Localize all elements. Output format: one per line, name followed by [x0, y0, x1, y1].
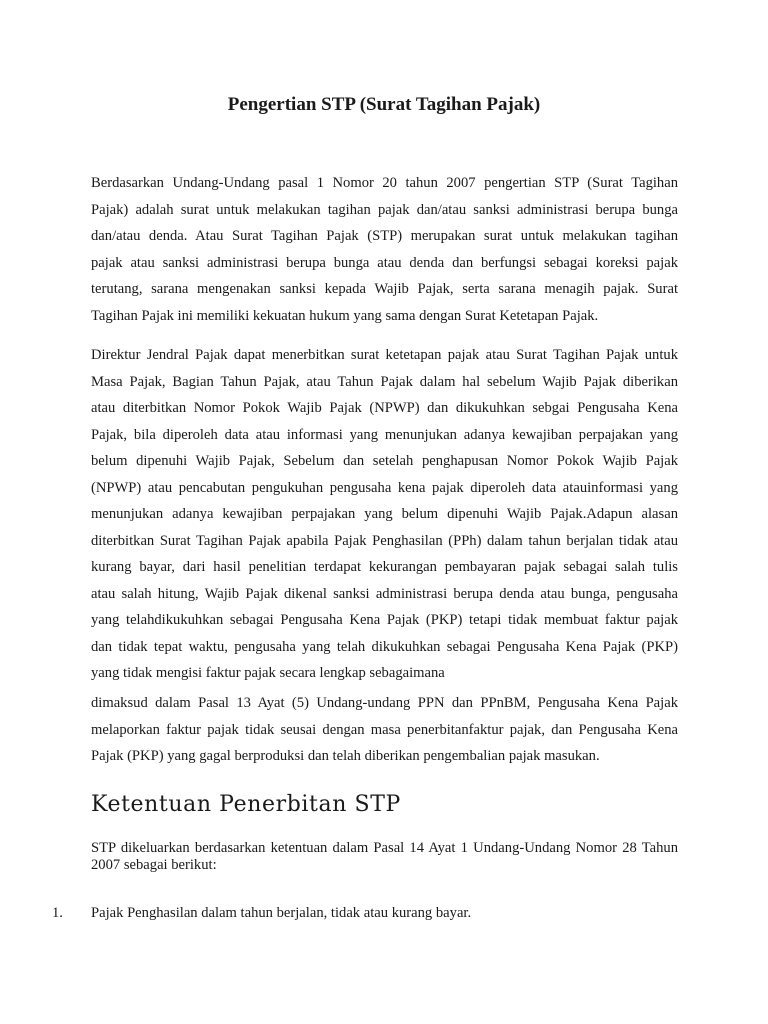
paragraph-article-13	[91, 690, 678, 770]
paragraph-line: Pajak (PKP) yang gagal berproduksi dan telah diberikan pengembalian pajak masukan.	[91, 748, 600, 764]
paragraph-line: pajak atau sanksi administrasi berupa bunga atau denda dan berfungsi sebagai koreksi pajak	[91, 254, 678, 271]
paragraph-line: (NPWP) atau pencabutan pengukuhan pengusaha kena pajak diperoleh data atauinformasi yang	[91, 479, 678, 496]
list-item	[52, 903, 471, 923]
paragraph-line: Pajak, bila diperoleh data atau informasi yang menunjukan adanya kewajiban perpajakan yang	[91, 426, 678, 443]
list-item-text: Pajak Penghasilan dalam tahun berjalan, tidak atau kurang bayar.	[91, 905, 472, 921]
paragraph-line: dan tidak tepat waktu, pengusaha yang telah dikukuhkan sebagai Pengusaha Kena Pajak (PKP)	[91, 638, 678, 655]
paragraph-line: kurang bayar, dari hasil penelitian terdapat kekurangan pembayaran pajak sebagai salah tulis	[91, 559, 678, 575]
paragraph-line: melaporkan faktur pajak tidak seusai dengan masa penerbitanfaktur pajak, dan Pengusaha Kena	[91, 721, 678, 738]
paragraph-line: dan/atau denda. Atau Surat Tagihan Pajak (STP) merupakan surat untuk melakukan tagihan	[91, 228, 678, 244]
paragraph-line: Masa Pajak, Bagian Tahun Pajak, atau Tahun Pajak dalam hal sebelum Wajib Pajak diberikan	[91, 373, 678, 390]
document-title: Pengertian STP (Surat Tagihan Pajak)	[227, 94, 541, 115]
section-intro-line: STP dikeluarkan berdasarkan ketentuan dalam Pasal 14 Ayat 1 Undang-Undang Nomor 28 Tahun	[91, 840, 678, 856]
paragraph-line: dimaksud dalam Pasal 13 Ayat (5) Undang-undang PPN dan PPnBM, Pengusaha Kena Pajak	[91, 695, 678, 711]
paragraph-line: atau salah hitung, Wajib Pajak dikenal sanksi administrasi berupa denda atau bunga, pengusaha	[91, 585, 678, 602]
section-intro-line: 2007 sebagai berikut:	[91, 857, 217, 873]
paragraph-line: Direktur Jendral Pajak dapat menerbitkan surat ketetapan pajak atau Surat Tagihan Pajak untuk	[91, 347, 678, 363]
paragraph-line: Berdasarkan Undang-Undang pasal 1 Nomor 20 tahun 2007 pengertian STP (Surat Tagihan	[91, 175, 678, 191]
paragraph-line: Tagihan Pajak ini memiliki kekuatan hukum yang sama dengan Surat Ketetapan Pajak.	[91, 307, 599, 324]
paragraph-line: menunjukan adanya kewajiban perpajakan yang belum dipenuhi Wajib Pajak.Adapun alasan	[91, 506, 678, 522]
section-heading: Ketentuan Penerbitan STP	[91, 792, 401, 817]
paragraph-line: yang telahdikukuhkan sebagai Pengusaha Kena Pajak (PKP) tetapi tidak membuat faktur pajak	[91, 612, 678, 628]
paragraph-definition	[91, 170, 678, 329]
numbered-list	[52, 903, 471, 923]
paragraph-line: yang tidak mengisi faktur pajak secara lengkap sebagaimana	[91, 665, 445, 681]
paragraph-line: diterbitkan Surat Tagihan Pajak apabila Pajak Penghasilan (PPh) dalam tahun berjalan tidak atau	[91, 532, 678, 549]
paragraph-line: terutang, sarana mengenakan sanksi kepada Wajib Pajak, serta sarana menagih pajak. Surat	[91, 281, 678, 297]
paragraph-director-general	[91, 342, 678, 687]
paragraph-line: Pajak) adalah surat untuk melakukan tagihan pajak dan/atau sanksi administrasi berupa bunga	[91, 201, 678, 218]
list-item-number: 1.	[52, 905, 63, 921]
paragraph-line: atau diterbitkan Nomor Pokok Wajib Pajak (NPWP) dan dikukuhkan sebgai Pengusaha Kena	[91, 400, 678, 416]
paragraph-line: belum dipenuhi Wajib Pajak, Sebelum dan setelah penghapusan Nomor Pokok Wajib Pajak	[91, 453, 678, 469]
section-intro	[91, 840, 678, 874]
